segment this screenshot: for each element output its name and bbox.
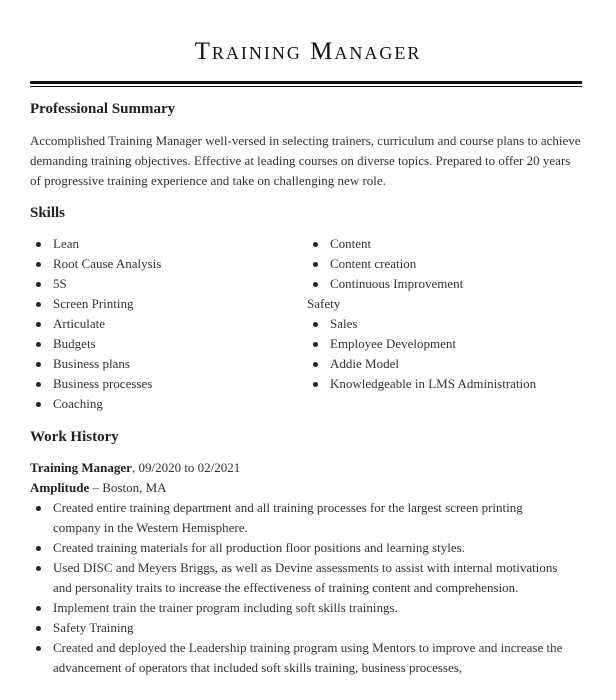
header-divider-thick [30,81,582,84]
duty-item: Safety Training [30,618,570,638]
company-location: – Boston, MA [89,480,167,495]
skills-heading: Skills [30,205,66,221]
job-title: Training Manager [30,460,132,475]
job-dates: , 09/2020 to 02/2021 [131,460,241,475]
page-title: Training Manager [194,38,422,65]
skill-item: Content creation [307,254,536,274]
company-line [30,478,167,498]
skills-list-left [30,234,161,414]
skill-item: Addie Model [307,354,536,374]
skill-item: Root Cause Analysis [30,254,161,274]
skill-item: Sales [307,314,536,334]
skill-item: Content [307,234,536,254]
job-duties-list [30,498,570,678]
header-divider-thin [30,86,582,87]
skill-item: Business plans [30,354,161,374]
skill-group-label: Safety [307,296,341,311]
skill-item: Budgets [30,334,161,354]
skill-item: Knowledgeable in LMS Administration [307,374,536,394]
summary-heading: Professional Summary [30,101,176,117]
skill-item: Screen Printing [30,294,161,314]
work-history-heading: Work History [30,429,119,445]
skills-list-right [307,234,536,394]
skill-item: Coaching [30,394,161,414]
skill-item: Lean [30,234,161,254]
summary-text: Accomplished Training Manager well-versed in selecting trainers, curriculum and course plans to achieve demanding training objectives. Effective at leading courses on diverse topics. Prepared to offer 20 years of progressive training experience and take on challenging new role. [30,133,581,188]
company-name: Amplitude [30,480,90,495]
skill-item: Continuous Improvement [307,274,536,294]
duty-item: Created training materials for all production floor positions and learning styles. [30,538,570,558]
skill-item: Articulate [30,314,161,334]
duty-item: Created and deployed the Leadership training program using Mentors to improve and increase the advancement of operators that included soft skills training, business processes, [30,638,570,678]
duty-item: Implement train the trainer program including soft skills trainings. [30,598,570,618]
skill-item: 5S [30,274,161,294]
skill-item: Employee Development [307,334,536,354]
skill-item: Business processes [30,374,161,394]
duty-item: Created entire training department and all training processes for the largest screen printing company in the Western Hemisphere. [30,498,570,538]
job-title-line [30,458,240,478]
duty-item: Used DISC and Meyers Briggs, as well as Devine assessments to assist with internal motivations and personality traits to increase the effectiveness of training content and comprehension. [30,558,570,598]
